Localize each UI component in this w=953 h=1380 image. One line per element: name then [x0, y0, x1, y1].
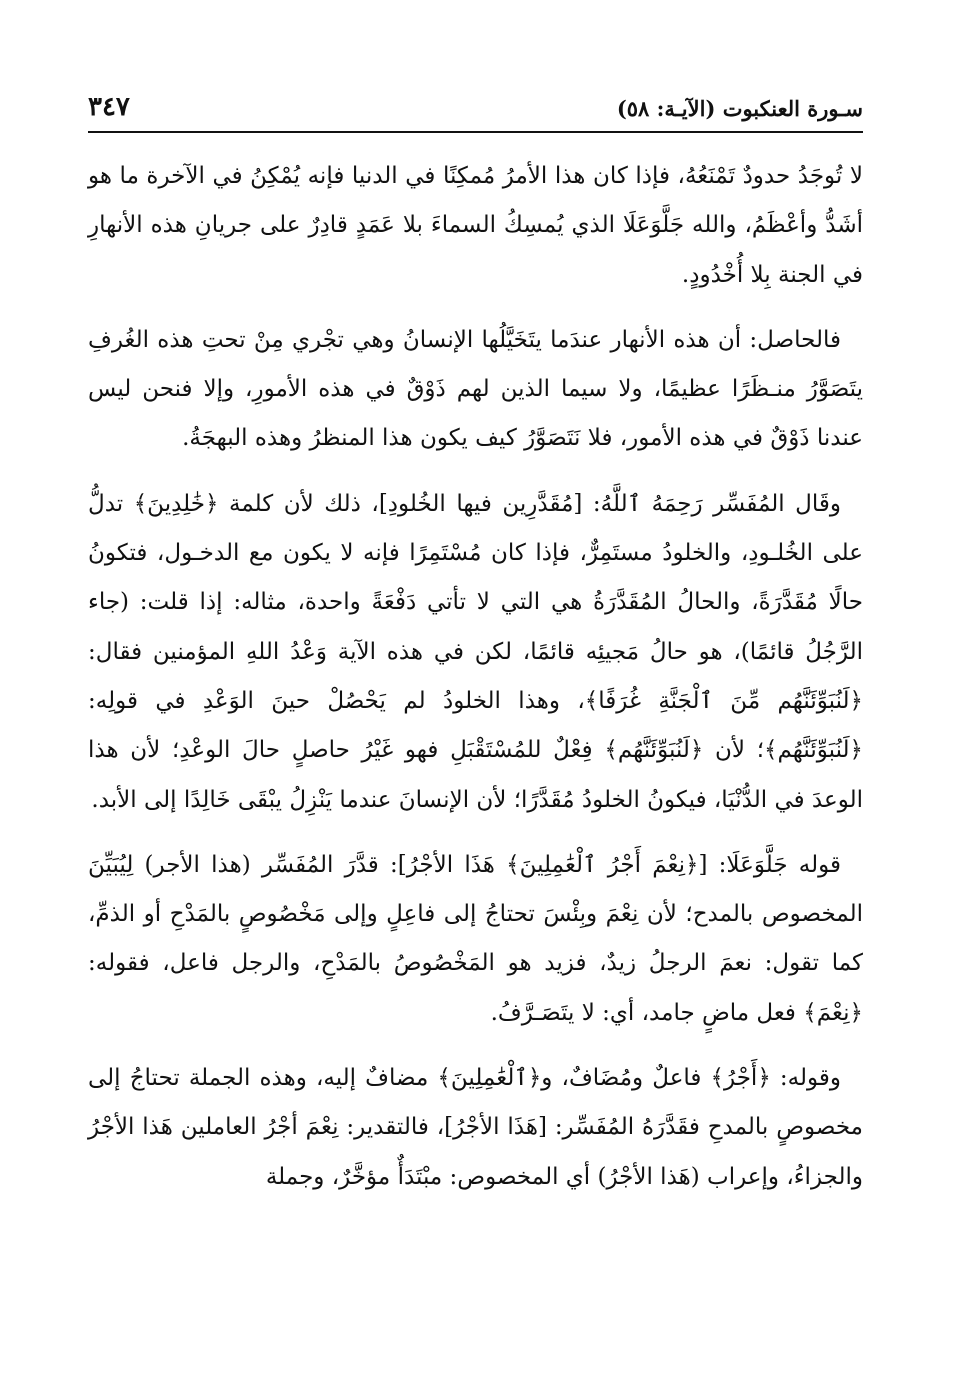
- paragraph-3: وقَال المُفَسِّر رَحِمَهُ ٱللَّهُ: [مُقَدَّرِين فيها الخُلودِ]، ذلك لأن كلمة ﴿خَٰلِدِينَ﴾ تدلُّ على الخُلـودِ، والخلودُ مستَمِرٌّ، فإذا كان مُسْتَمِرًا فإنه لا يكون مع الدخـول، فتكونُ حالًا مُقَدَّرَةً، والحالُ المُقَدَّرَةُ هي التي لا تأتي دَفْعَةً واحدة، مثاله: إذا قلت: (جاء الرَّجُلُ قائمًا)، هو حالُ مَجيئِه قائمًا، لكن في هذه الآية وَعْدُ اللهِ المؤمنين فقال: ﴿لَنُبَوِّئَنَّهُم مِّنَ ٱلْجَنَّةِ غُرَفًا﴾، وهذا الخلودُ لم يَحْصُلْ حينَ الوَعْدِ في قولِه: ﴿لَنُبَوِّئَنَّهُم﴾؛ لأن ﴿لَنُبَوِّئَنَّهُم﴾ فِعْلٌ للمُسْتَقْبَلِ فهو غَيْرُ حاصلٍ حالَ الوعْدِ؛ لأن هذا الوعدَ في الدُّنْيَا، فيكونُ الخلودُ مُقَدَّرًا؛ لأن الإنسانَ عندما يَنْزِلُ يبْقَى خَالِدًا إلى الأبد.: [88, 490, 863, 813]
- paragraph-4: قوله جَلَّوَعَلَا: [﴿نِعْمَ أَجْرُ ٱلْعَٰمِلِينَ﴾ هَذَا الأجْرُ]: قدَّرَ المُفَسِّر (هذا الأجر) لِيُبَيِّنَ المخصوص بالمدح؛ لأن نِعْمَ وبِئْسَ تحتاجُ إلى فاعِلٍ وإلى مَخْصُوصٍ بالمَدْحِ أو الذمِّ، كما تقول: نعمَ الرجلُ زيدٌ، فزيد هو المَخْصُوصُ بالمَدْحِ، والرجل فاعل، فقوله: ﴿نِعْمَ﴾ فعل ماضٍ جامد، أي: لا يتَصَـرَّفُ.: [88, 851, 863, 1026]
- page-body: [88, 152, 863, 1218]
- paragraph-1: لا تُوجَدُ حدودٌ تَمْنَعُهُ، فإذا كان هذا الأمرُ مُمكِنًا في الدنيا فإنه يُمْكِنُ في الآخرة ما هو أشَدُّ وأعْظَمُ، والله جَلَّوَعَلَا الذي يُمسِكُ السماءَ بلا عَمَدٍ قادِرٌ على جريانِ هذه الأنهارِ في الجنة بِلا أُخْدُودٍ.: [88, 163, 863, 288]
- header-divider: [88, 131, 863, 133]
- paragraph-2: فالحاصل: أن هذه الأنهار عندَما يتَخَيَّلُها الإنسانُ وهي تجْري مِنْ تحتِ هذه الغُرفِ يتَصَوَّرُ منـظَرًا عظيمًا، ولا سيما الذين لهم ذَوْقٌ في هذه الأمورِ، وإلا فنحن ليس عندنا ذَوْقٌ في هذه الأمور، فلا نَتَصَوَّرُ كيف يكون هذا المنظرُ وهذه البهجَةُ.: [88, 326, 863, 452]
- paragraph-5: وقوله: ﴿أَجْرُ﴾ فاعلٌ ومُضَافٌ، و﴿ٱلْعَٰمِلِينَ﴾ مضافٌ إليه، وهذه الجملة تحتاجُ إلى مخصوصٍ بالمدحِ فقَدَّرَهُ المُفَسِّر: [هَذَا الأجْرُ]، فالتقدير: نِعْمَ أجْرُ العاملين هَذا الأجْرُ والجزاءُ، وإعراب (هَذا الأجْرُ) أي المخصوص: مبْتَدَأٌ مؤخَّرٌ، وجملة: [88, 1065, 863, 1190]
- page-header: [88, 92, 863, 128]
- surah-title: سـورة العنكبوت (الآيـة: ٥٨): [616, 96, 863, 121]
- page-number: ٣٤٧: [88, 92, 130, 122]
